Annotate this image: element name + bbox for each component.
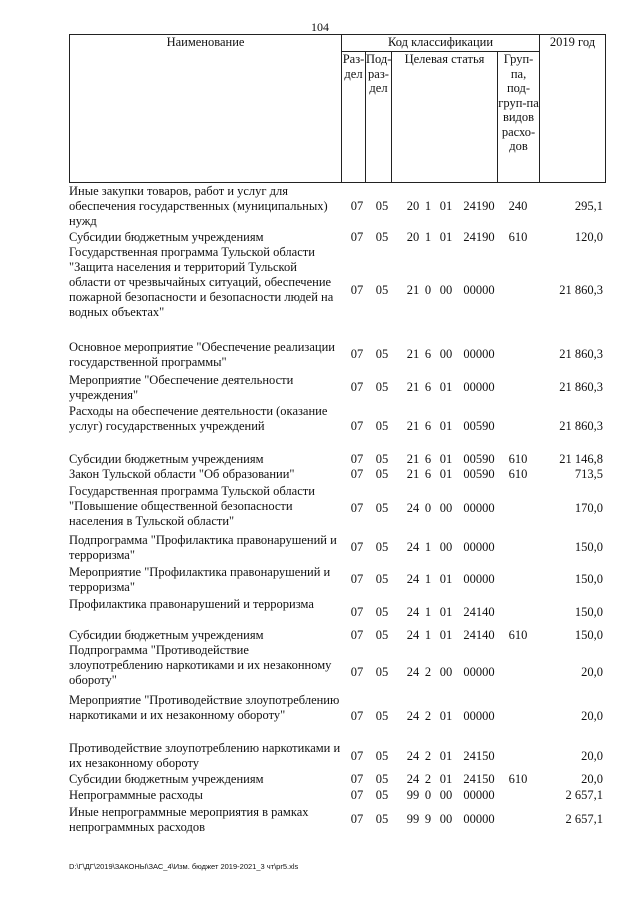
row-sum: 21 860,3 <box>559 347 603 361</box>
row-razdel: 07 <box>350 772 364 786</box>
row-name: Государственная программа Тульской области "Повышение общественной безопасности населения в Тульской области" <box>69 484 315 528</box>
row-target-program: 20 <box>406 199 420 213</box>
row-target-subprogram: 1 <box>424 230 432 244</box>
row-target-event: 01 <box>439 749 453 763</box>
row-podrazdel: 05 <box>375 572 389 586</box>
row-target-direction: 00000 <box>463 540 495 554</box>
row-target-event: 00 <box>439 540 453 554</box>
row-target-event: 01 <box>439 709 453 723</box>
row-sum: 20,0 <box>581 665 603 679</box>
row-target-event: 01 <box>439 419 453 433</box>
row-podrazdel: 05 <box>375 605 389 619</box>
row-razdel: 07 <box>350 709 364 723</box>
row-target-subprogram: 6 <box>424 467 432 481</box>
column-vid-header: Груп-па, под-груп-па видов расхо-дов <box>498 52 540 183</box>
row-sum: 2 657,1 <box>565 812 603 826</box>
row-podrazdel: 05 <box>375 467 389 481</box>
row-target-direction: 00000 <box>463 812 495 826</box>
row-target-subprogram: 6 <box>424 380 432 394</box>
row-razdel: 07 <box>350 283 364 297</box>
row-target-program: 24 <box>406 540 420 554</box>
row-name: Иные закупки товаров, работ и услуг для обеспечения государственных (муниципальных) нужд <box>69 184 328 228</box>
row-sum: 21 860,3 <box>559 283 603 297</box>
row-target-event: 01 <box>439 199 453 213</box>
row-target-direction: 00000 <box>463 283 495 297</box>
row-target-direction: 00000 <box>463 501 495 515</box>
row-podrazdel: 05 <box>375 665 389 679</box>
row-target-subprogram: 2 <box>424 749 432 763</box>
row-name: Противодействие злоупотреблению наркотиками и их незаконному обороту <box>69 741 341 770</box>
column-code-header: Код классификации <box>342 35 540 52</box>
row-target-event: 01 <box>439 380 453 394</box>
row-target-direction: 24140 <box>463 605 495 619</box>
row-target-event: 01 <box>439 605 453 619</box>
row-podrazdel: 05 <box>375 283 389 297</box>
row-razdel: 07 <box>350 540 364 554</box>
row-target-program: 21 <box>406 467 420 481</box>
row-target-subprogram: 9 <box>424 812 432 826</box>
row-sum: 20,0 <box>581 749 603 763</box>
row-target-subprogram: 2 <box>424 772 432 786</box>
row-razdel: 07 <box>350 501 364 515</box>
row-razdel: 07 <box>350 467 364 481</box>
column-target-header: Целевая статья <box>392 52 498 183</box>
row-razdel: 07 <box>350 452 364 466</box>
row-target-event: 01 <box>439 628 453 642</box>
row-target-direction: 00590 <box>463 452 495 466</box>
row-name: Мероприятие "Профилактика правонарушений и терроризма" <box>69 565 331 594</box>
row-name: Непрограммные расходы <box>69 788 203 802</box>
row-vid: 610 <box>508 452 528 466</box>
row-razdel: 07 <box>350 665 364 679</box>
row-sum: 21 860,3 <box>559 380 603 394</box>
row-target-program: 20 <box>406 230 420 244</box>
row-target-program: 24 <box>406 628 420 642</box>
row-name: Субсидии бюджетным учреждениям <box>69 230 264 244</box>
row-razdel: 07 <box>350 788 364 802</box>
file-path-footer: D:\Г\ДГ\2019\ЗАКОНЫ\ЗАС_4\Изм. бюджет 2019-2021_3 чт\pr5.xls <box>69 862 299 871</box>
row-target-direction: 00590 <box>463 467 495 481</box>
row-podrazdel: 05 <box>375 452 389 466</box>
row-target-event: 01 <box>439 572 453 586</box>
row-target-direction: 24140 <box>463 628 495 642</box>
row-sum: 150,0 <box>574 605 603 619</box>
row-name: Иные непрограммные мероприятия в рамках непрограммных расходов <box>69 805 309 834</box>
row-podrazdel: 05 <box>375 501 389 515</box>
row-target-event: 01 <box>439 772 453 786</box>
row-target-program: 21 <box>406 283 420 297</box>
row-sum: 120,0 <box>574 230 603 244</box>
row-target-event: 00 <box>439 788 453 802</box>
row-target-subprogram: 1 <box>424 540 432 554</box>
row-target-direction: 00000 <box>463 347 495 361</box>
row-target-subprogram: 0 <box>424 788 432 802</box>
row-target-program: 24 <box>406 501 420 515</box>
row-target-subprogram: 2 <box>424 665 432 679</box>
row-target-direction: 00000 <box>463 788 495 802</box>
row-razdel: 07 <box>350 628 364 642</box>
row-sum: 295,1 <box>574 199 603 213</box>
row-podrazdel: 05 <box>375 772 389 786</box>
row-target-program: 21 <box>406 380 420 394</box>
row-target-direction: 00000 <box>463 380 495 394</box>
row-sum: 150,0 <box>574 628 603 642</box>
row-target-direction: 24150 <box>463 772 495 786</box>
row-vid: 610 <box>508 467 528 481</box>
row-podrazdel: 05 <box>375 419 389 433</box>
row-name: Государственная программа Тульской области "Защита населения и территорий Тульской области от чрезвычайных ситуаций, обеспечение пожарной безопасности и безопасности людей на водных объектах" <box>69 245 334 319</box>
row-podrazdel: 05 <box>375 709 389 723</box>
row-sum: 150,0 <box>574 572 603 586</box>
row-target-program: 24 <box>406 605 420 619</box>
row-vid: 610 <box>508 230 528 244</box>
row-target-program: 99 <box>406 812 420 826</box>
row-target-subprogram: 1 <box>424 572 432 586</box>
row-target-event: 00 <box>439 283 453 297</box>
row-name: Расходы на обеспечение деятельности (оказание услуг) государственных учреждений <box>69 404 328 433</box>
row-sum: 21 860,3 <box>559 419 603 433</box>
row-podrazdel: 05 <box>375 628 389 642</box>
table-header <box>69 34 606 183</box>
row-razdel: 07 <box>350 199 364 213</box>
row-target-direction: 00000 <box>463 665 495 679</box>
row-target-program: 24 <box>406 709 420 723</box>
row-target-program: 24 <box>406 665 420 679</box>
row-podrazdel: 05 <box>375 749 389 763</box>
row-target-event: 00 <box>439 665 453 679</box>
row-target-direction: 00590 <box>463 419 495 433</box>
row-podrazdel: 05 <box>375 540 389 554</box>
row-name: Профилактика правонарушений и терроризма <box>69 597 314 611</box>
row-target-subprogram: 1 <box>424 199 432 213</box>
row-name: Подпрограмма "Противодействие злоупотреблению наркотиками и их незаконному обороту" <box>69 643 332 687</box>
row-name: Подпрограмма "Профилактика правонарушений и терроризма" <box>69 533 337 562</box>
row-razdel: 07 <box>350 230 364 244</box>
row-target-subprogram: 6 <box>424 347 432 361</box>
row-sum: 713,5 <box>574 467 603 481</box>
row-sum: 21 146,8 <box>559 452 603 466</box>
row-vid: 610 <box>508 772 528 786</box>
row-target-event: 00 <box>439 501 453 515</box>
row-razdel: 07 <box>350 572 364 586</box>
row-name: Субсидии бюджетным учреждениям <box>69 452 264 466</box>
row-target-direction: 24190 <box>463 230 495 244</box>
row-razdel: 07 <box>350 347 364 361</box>
row-target-subprogram: 1 <box>424 628 432 642</box>
row-target-event: 01 <box>439 467 453 481</box>
row-razdel: 07 <box>350 419 364 433</box>
row-vid: 610 <box>508 628 528 642</box>
row-podrazdel: 05 <box>375 347 389 361</box>
row-sum: 2 657,1 <box>565 788 603 802</box>
row-name: Закон Тульской области "Об образовании" <box>69 467 295 481</box>
row-target-subprogram: 6 <box>424 452 432 466</box>
row-podrazdel: 05 <box>375 199 389 213</box>
column-podrazdel-header: Под-раз-дел <box>366 52 392 183</box>
row-target-program: 99 <box>406 788 420 802</box>
row-target-program: 21 <box>406 452 420 466</box>
row-razdel: 07 <box>350 605 364 619</box>
row-target-program: 24 <box>406 749 420 763</box>
row-target-subprogram: 1 <box>424 605 432 619</box>
row-target-program: 21 <box>406 347 420 361</box>
row-target-subprogram: 0 <box>424 283 432 297</box>
row-podrazdel: 05 <box>375 230 389 244</box>
row-razdel: 07 <box>350 812 364 826</box>
row-name: Субсидии бюджетным учреждениям <box>69 628 264 642</box>
row-target-event: 00 <box>439 347 453 361</box>
row-target-direction: 00000 <box>463 572 495 586</box>
row-sum: 170,0 <box>574 501 603 515</box>
row-name: Основное мероприятие "Обеспечение реализации государственной программы" <box>69 340 335 369</box>
row-sum: 20,0 <box>581 709 603 723</box>
row-target-event: 01 <box>439 452 453 466</box>
row-razdel: 07 <box>350 749 364 763</box>
row-sum: 20,0 <box>581 772 603 786</box>
row-target-subprogram: 6 <box>424 419 432 433</box>
row-target-direction: 24150 <box>463 749 495 763</box>
row-target-program: 24 <box>406 572 420 586</box>
row-target-event: 00 <box>439 812 453 826</box>
row-target-program: 24 <box>406 772 420 786</box>
row-vid: 240 <box>508 199 528 213</box>
row-razdel: 07 <box>350 380 364 394</box>
row-name: Мероприятие "Противодействие злоупотреблению наркотиками и их незаконному обороту" <box>69 693 340 722</box>
row-podrazdel: 05 <box>375 380 389 394</box>
row-target-event: 01 <box>439 230 453 244</box>
row-sum: 150,0 <box>574 540 603 554</box>
row-name: Мероприятие "Обеспечение деятельности учреждения" <box>69 373 294 402</box>
column-name-header: Наименование <box>70 35 342 183</box>
row-target-direction: 00000 <box>463 709 495 723</box>
row-target-subprogram: 2 <box>424 709 432 723</box>
row-target-program: 21 <box>406 419 420 433</box>
row-target-direction: 24190 <box>463 199 495 213</box>
row-name: Субсидии бюджетным учреждениям <box>69 772 264 786</box>
row-target-subprogram: 0 <box>424 501 432 515</box>
row-podrazdel: 05 <box>375 812 389 826</box>
column-razdel-header: Раз-дел <box>342 52 366 183</box>
page-number: 104 <box>311 20 329 34</box>
column-year-header: 2019 год <box>540 35 606 183</box>
row-podrazdel: 05 <box>375 788 389 802</box>
